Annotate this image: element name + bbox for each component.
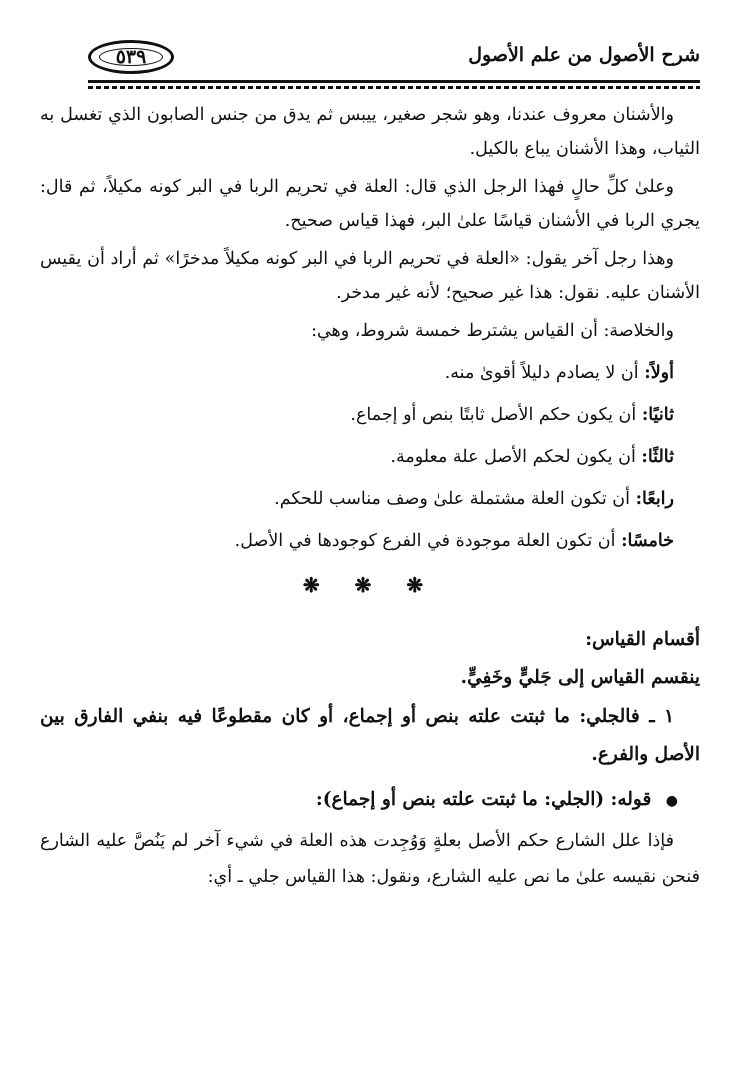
commentary-paragraph: فإذا علل الشارع حكم الأصل بعلةٍ وَوُجِدت هذه العلة في شيء آخر لم يَنُصَّ عليه الشارع فنحن نقيسه علىٰ ما نص عليه الشارع، ونقول: هذا القياس جلي ـ أي:	[40, 831, 700, 887]
section-separator: ❋ ❋ ❋	[302, 573, 438, 597]
condition-label: ثالثًا:	[641, 447, 674, 467]
condition-text: أن يكون حكم الأصل ثابتًا بنص أو إجماع.	[350, 405, 637, 425]
page-number-inner-ring	[99, 48, 163, 66]
condition-item	[40, 394, 700, 436]
condition-text: أن يكون لحكم الأصل علة معلومة.	[390, 447, 636, 467]
condition-text: أن تكون العلة مشتملة علىٰ وصف مناسب للحكم.	[274, 489, 630, 509]
conditions-list	[40, 352, 700, 562]
bullet-icon: ●	[665, 793, 678, 809]
condition-text: أن تكون العلة موجودة في الفرع كوجودها في الأصل.	[234, 531, 616, 551]
header-dashed-rule	[88, 86, 700, 89]
paragraph-ashnan: والأشنان معروف عندنا، وهو شجر صغير، ييبس ثم يدق من جنس الصابون الذي تغسل به الثياب، وهذا الأشنان يباع بالكيل.	[40, 105, 700, 159]
condition-label: خامسًا:	[621, 531, 674, 551]
paragraph-invalid-analogy: وهذا رجل آخر يقول: «العلة في تحريم الربا في البر كونه مكيلاً مدخرًا» ثم أراد أن يقيس الأشنان عليه. نقول: هذا غير صحيح؛ لأنه غير مدخر.	[40, 249, 700, 303]
page-number-badge	[88, 40, 174, 74]
condition-label: ثانيًا:	[641, 405, 674, 425]
condition-item	[40, 478, 700, 520]
quoted-statement-text: قوله: (الجلي: ما ثبتت علته بنص أو إجماع):	[315, 789, 652, 810]
header-rule	[88, 80, 700, 83]
paragraph-valid-analogy: وعلىٰ كلِّ حالٍ فهذا الرجل الذي قال: العلة في تحريم الربا في البر كونه مكيلاً، ثم قال: يجري الربا في الأشنان قياسًا علىٰ البر، فهذا قياس صحيح.	[40, 177, 700, 231]
condition-label: رابعًا:	[635, 489, 674, 509]
page-number: ٥٣٩	[115, 46, 147, 68]
section-intro: ينقسم القياس إلى جَليٍّ وخَفِيٍّ.	[460, 667, 700, 688]
page-body	[40, 98, 700, 895]
condition-text: أن لا يصادم دليلاً أقوىٰ منه.	[444, 363, 639, 383]
jali-definition: ١ ـ فالجلي: ما ثبتت علته بنص أو إجماع، أو كان مقطوعًا فيه بنفي الفارق بين الأصل والفرع.	[40, 706, 700, 765]
condition-label: أولاً:	[644, 363, 674, 383]
section-heading: أقسام القياس:	[585, 629, 700, 650]
running-title: شرح الأصول من علم الأصول	[468, 44, 700, 66]
quoted-statement	[40, 782, 700, 819]
condition-item	[40, 520, 700, 562]
paragraph-summary: والخلاصة: أن القياس يشترط خمسة شروط، وهي:	[311, 321, 674, 341]
condition-item	[40, 436, 700, 478]
page-header	[88, 38, 700, 82]
condition-item	[40, 352, 700, 394]
